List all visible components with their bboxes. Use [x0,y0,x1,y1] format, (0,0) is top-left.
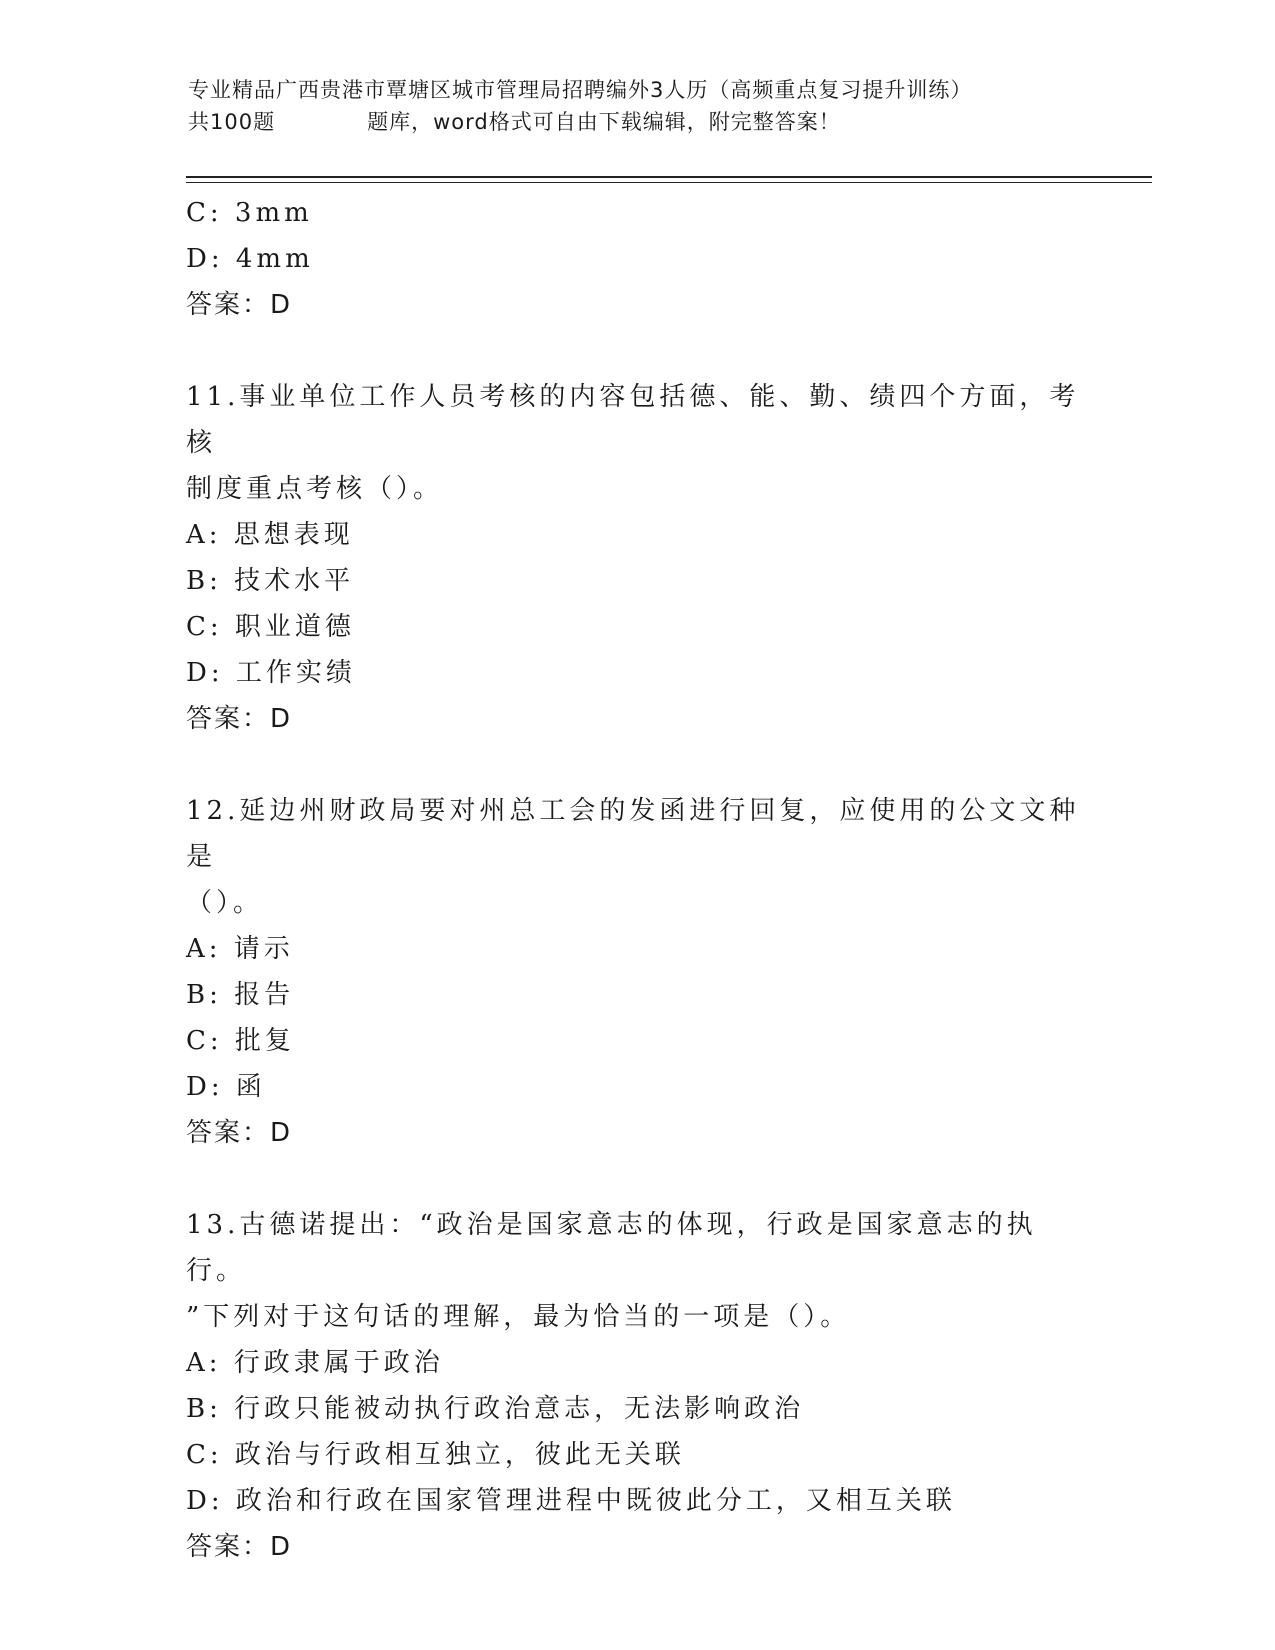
option-d: D: 函 [186,1072,266,1102]
question-stem [186,788,1086,926]
option-a: A: 请示 [186,934,294,964]
answer-line: 答案：D [186,290,293,320]
question-13 [186,1202,1086,1570]
option-c: C: 职业道德 [186,612,355,642]
document-header [188,74,1088,138]
header-divider-thin [186,182,1152,183]
option-d: D: 4mm [186,244,314,274]
option-c: C: 政治与行政相互独立，彼此无关联 [186,1440,685,1470]
option-a: A: 思想表现 [186,520,354,550]
question-count: 共100题 [188,110,276,134]
question-stem-line: 制度重点考核（）。 [186,474,444,504]
partial-question [186,190,1086,328]
option-c: C: 3mm [186,198,313,228]
question-stem [186,1202,1086,1340]
option-a: A: 行政隶属于政治 [186,1348,444,1378]
option-b: B: 报告 [186,980,295,1010]
question-stem-line: 13.古德诺提出：“政治是国家意志的体现，行政是国家意志的执行。 [186,1210,1037,1286]
header-note: 题库，word格式可自由下载编辑，附完整答案！ [367,110,841,134]
document-body [186,190,1086,1570]
question-stem-line: （）。 [186,888,264,918]
question-stem [186,374,1086,512]
question-stem-line: ”下列对于这句话的理解，最为恰当的一项是（）。 [186,1302,851,1332]
question-11 [186,374,1086,742]
question-stem-line: 11.事业单位工作人员考核的内容包括德、能、勤、绩四个方面，考核 [186,382,1080,458]
option-d: D: 政治和行政在国家管理进程中既彼此分工，又相互关联 [186,1486,956,1516]
question-stem-line: 12.延边州财政局要对州总工会的发函进行回复，应使用的公文文种是 [186,796,1080,872]
question-12 [186,788,1086,1156]
option-d: D: 工作实绩 [186,658,356,688]
answer-line: 答案：D [186,1118,293,1148]
answer-line: 答案：D [186,704,293,734]
header-divider-thick [186,176,1152,178]
header-subtitle-line [188,106,1088,138]
option-c: C: 批复 [186,1026,295,1056]
header-title-line: 专业精品广西贵港市覃塘区城市管理局招聘编外3人历（高频重点复习提升训练） [188,78,973,102]
option-b: B: 行政只能被动执行政治意志，无法影响政治 [186,1394,805,1424]
answer-line: 答案：D [186,1532,293,1562]
option-b: B: 技术水平 [186,566,355,596]
